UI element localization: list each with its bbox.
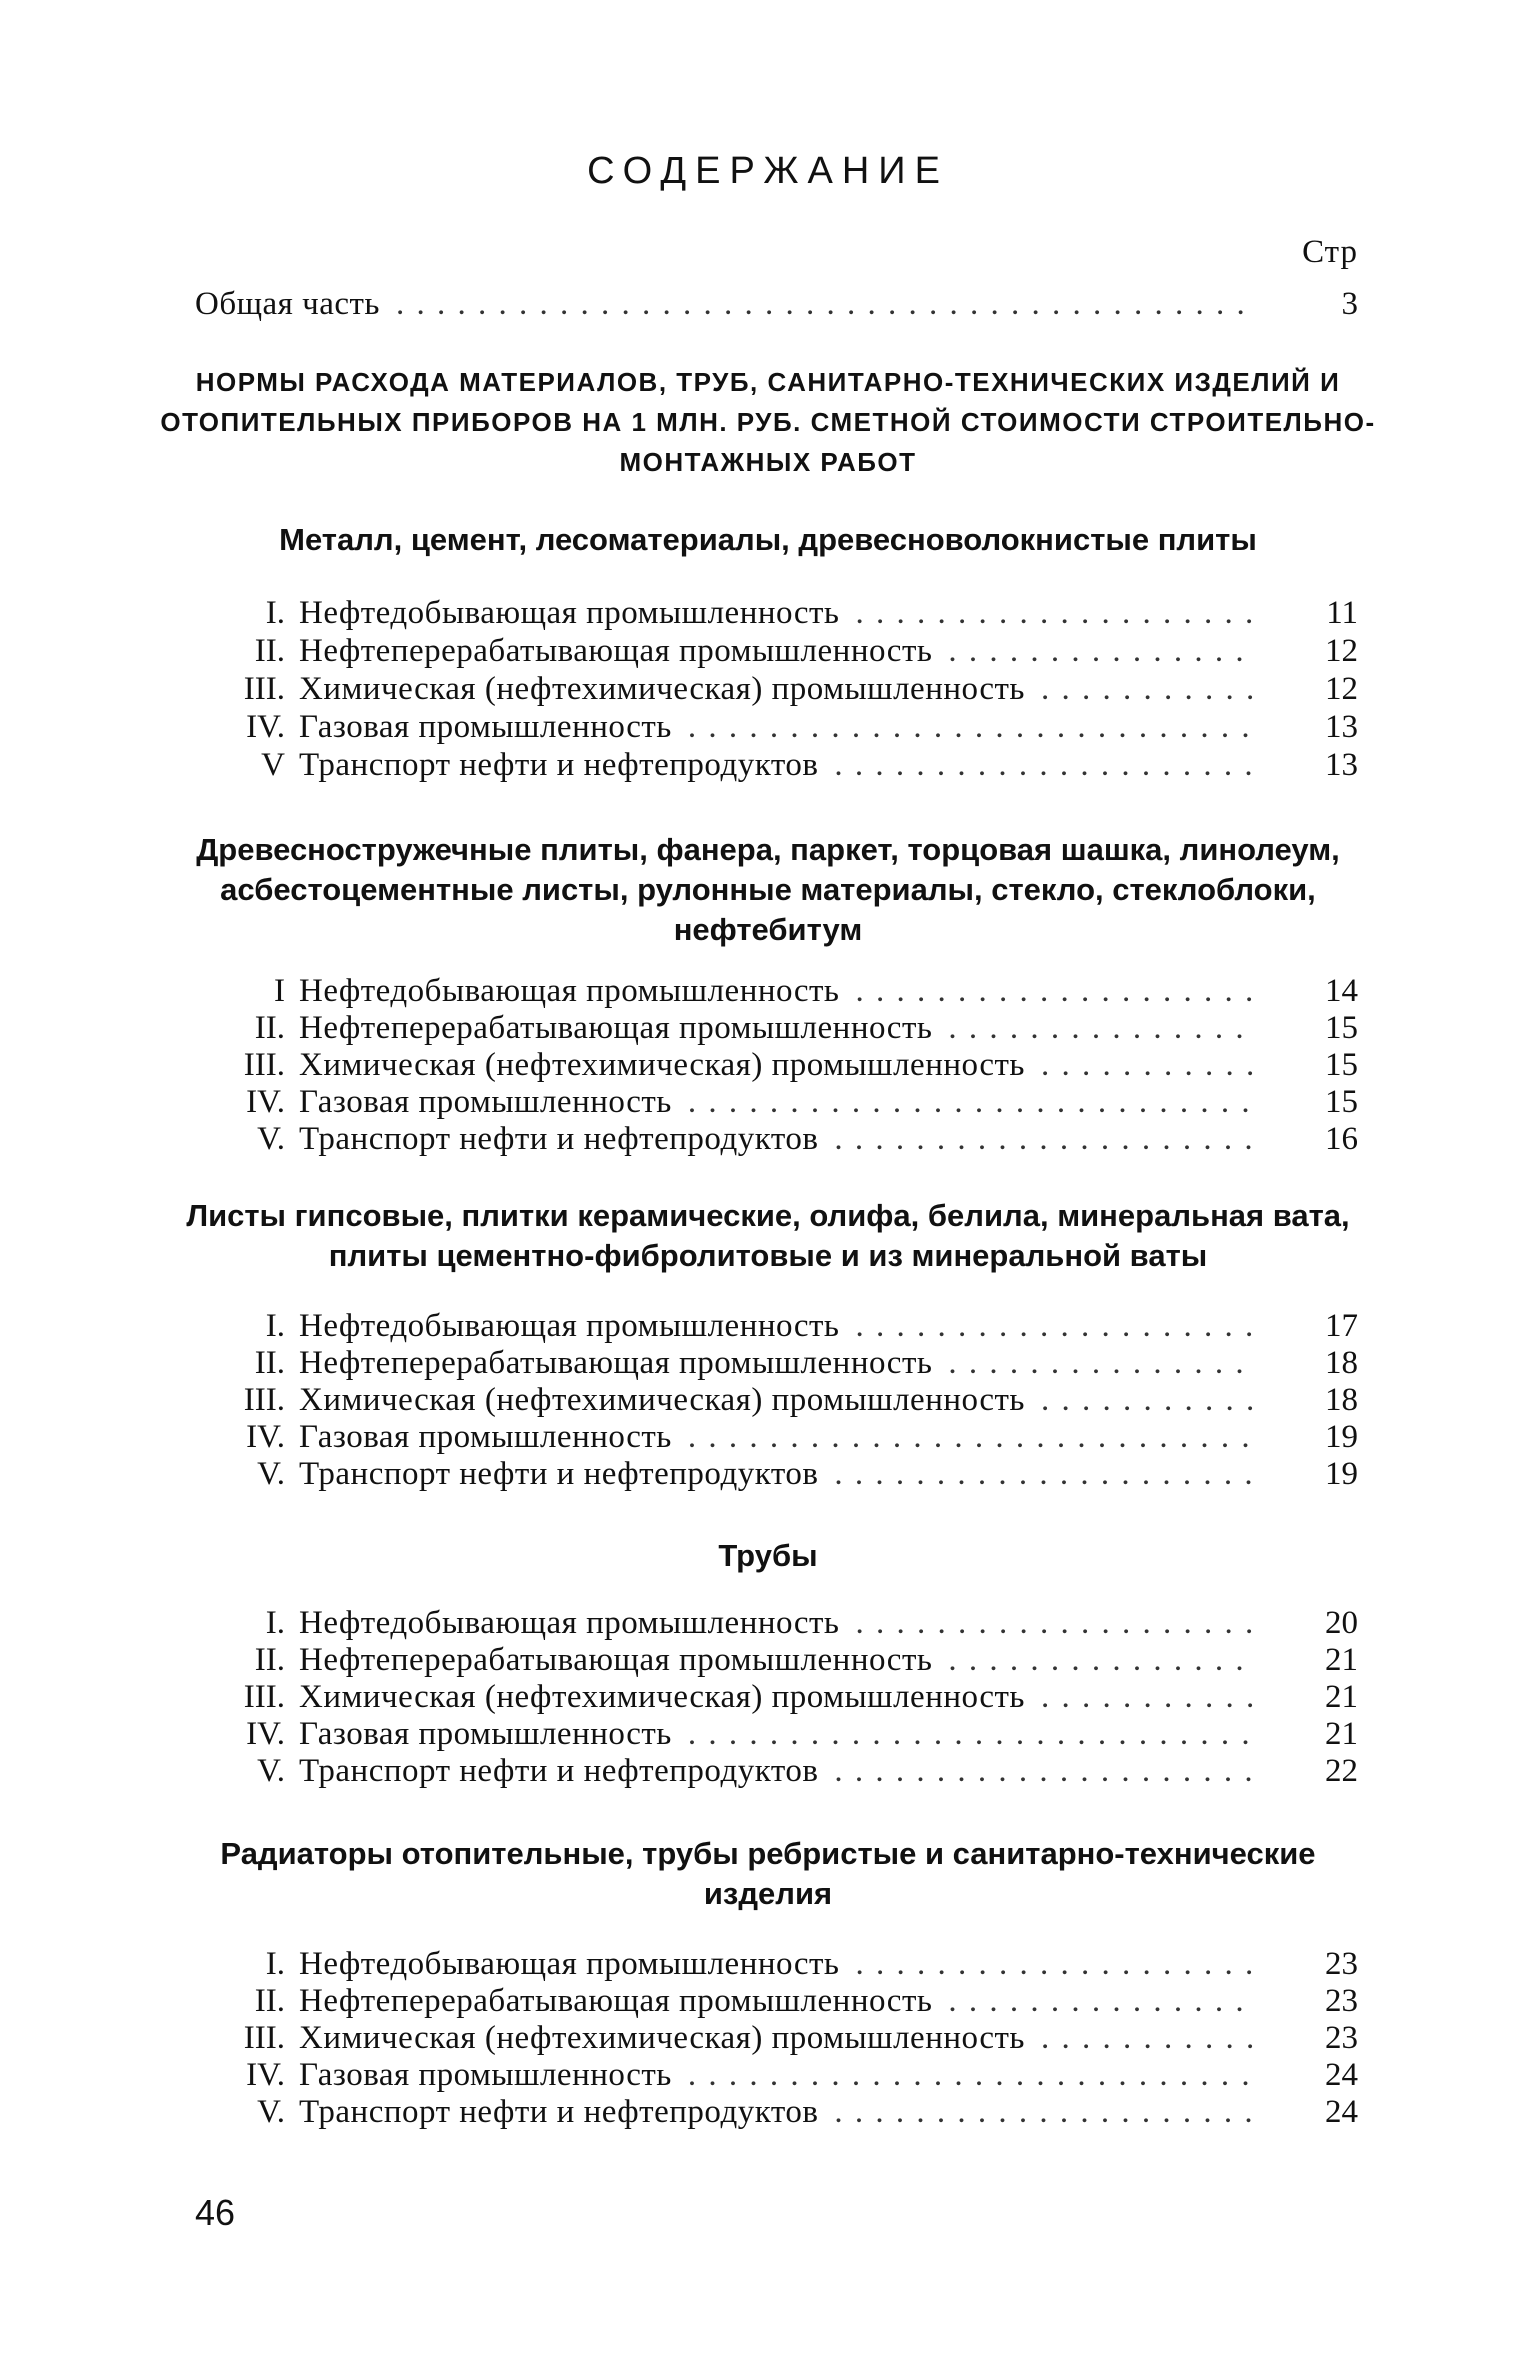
toc-entry-text: Химическая (нефтехимическая) промышленность xyxy=(299,1047,1025,1083)
section-heading: Трубы xyxy=(718,1538,818,1573)
dot-leader xyxy=(1041,2020,1258,2057)
toc-entry-text: Транспорт нефти и нефтепродуктов xyxy=(299,1456,819,1492)
toc-entry xyxy=(195,973,1358,1011)
toc-entry-number: IV. xyxy=(246,1716,285,1752)
toc-entry xyxy=(195,1456,1358,1494)
toc-entry-text: Химическая (нефтехимическая) промышленность xyxy=(299,2020,1025,2056)
toc-entry-page: 23 xyxy=(1325,2020,1358,2056)
toc-entry-number: II. xyxy=(254,1345,285,1381)
dot-leader xyxy=(855,1946,1258,1983)
toc-entry-number: V. xyxy=(257,1121,285,1157)
toc-entry-number: I. xyxy=(265,595,285,631)
dot-leader xyxy=(1041,1679,1258,1716)
toc-entry-page: 11 xyxy=(1326,595,1358,631)
page-title: СОДЕРЖАНИЕ xyxy=(587,150,949,192)
dot-leader xyxy=(688,1716,1258,1753)
toc-entry-number: I xyxy=(274,973,285,1009)
toc-entry-text: Химическая (нефтехимическая) промышленность xyxy=(299,1679,1025,1715)
toc-entry-page: 19 xyxy=(1325,1419,1358,1455)
toc-entry-number: IV. xyxy=(246,1419,285,1455)
toc-entry-text: Химическая (нефтехимическая) промышленность xyxy=(299,671,1025,707)
toc-entry-page: 15 xyxy=(1325,1084,1358,1120)
toc-entry-number: V. xyxy=(257,1753,285,1789)
toc-entry xyxy=(195,1946,1358,1984)
toc-entry-text: Газовая промышленность xyxy=(299,1419,672,1455)
toc-entry-text: Нефтеперерабатывающая промышленность xyxy=(299,633,933,669)
toc-entry-page: 13 xyxy=(1325,709,1358,745)
toc-entry-text: Общая часть xyxy=(195,286,380,322)
toc-entry-text: Газовая промышленность xyxy=(299,1716,672,1752)
toc-entry-page: 3 xyxy=(1341,286,1358,322)
section-heading: Древесностружечные плиты, фанера, паркет, торцовая шашка, линолеум, асбестоцементные листы, рулонные материалы, стекло, стеклоблоки, нефтебитум xyxy=(196,832,1340,947)
toc-entry-text: Газовая промышленность xyxy=(299,1084,672,1120)
toc-entry xyxy=(195,747,1358,785)
toc-entry xyxy=(195,671,1358,709)
dot-leader xyxy=(834,1121,1258,1158)
toc-entry-text: Нефтедобывающая промышленность xyxy=(299,1605,840,1641)
toc-entry-page: 21 xyxy=(1325,1642,1358,1678)
toc-entry-number: III. xyxy=(243,2020,285,2056)
toc-entry-page: 19 xyxy=(1325,1456,1358,1492)
toc-entry-page: 22 xyxy=(1325,1753,1358,1789)
toc-entry-text: Нефтеперерабатывающая промышленность xyxy=(299,1010,933,1046)
dot-leader xyxy=(948,1642,1258,1679)
toc-entry xyxy=(195,2094,1358,2132)
toc-entry-page: 24 xyxy=(1325,2094,1358,2130)
toc-entry xyxy=(195,1419,1358,1457)
toc-entry xyxy=(195,1716,1358,1754)
caps-heading: НОРМЫ РАСХОДА МАТЕРИАЛОВ, ТРУБ, САНИТАРНО-ТЕХНИЧЕСКИХ ИЗДЕЛИЙ И ОТОПИТЕЛЬНЫХ ПРИБОРОВ НА 1 МЛН. РУБ. СМЕТНОЙ СТОИМОСТИ СТРОИТЕЛЬНО-МОНТАЖНЫХ РАБОТ xyxy=(160,367,1376,477)
toc-entry-text: Нефтедобывающая промышленность xyxy=(299,1946,840,1982)
toc-entry-page: 16 xyxy=(1325,1121,1358,1157)
toc-entry-number: IV. xyxy=(246,709,285,745)
toc-entry-number: IV. xyxy=(246,2057,285,2093)
toc-entry-text: Нефтеперерабатывающая промышленность xyxy=(299,1983,933,2019)
toc-entry xyxy=(195,1308,1358,1346)
toc-entry-text: Транспорт нефти и нефтепродуктов xyxy=(299,1753,819,1789)
toc-entry-number: II. xyxy=(254,1010,285,1046)
dot-leader xyxy=(1041,671,1258,708)
toc-entry-text: Химическая (нефтехимическая) промышленность xyxy=(299,1382,1025,1418)
toc-entry xyxy=(195,709,1358,747)
toc-entry-page: 15 xyxy=(1325,1010,1358,1046)
toc-entry-page: 21 xyxy=(1325,1679,1358,1715)
section-heading: Радиаторы отопительные, трубы ребристые и санитарно-технические изделия xyxy=(220,1836,1316,1911)
toc-entry-page: 14 xyxy=(1325,973,1358,1009)
toc-entry-page: 12 xyxy=(1325,671,1358,707)
toc-entry-text: Нефтеперерабатывающая промышленность xyxy=(299,1345,933,1381)
toc-entry-page: 13 xyxy=(1325,747,1358,783)
toc-entry-text: Газовая промышленность xyxy=(299,709,672,745)
dot-leader xyxy=(855,973,1258,1010)
section-heading: Листы гипсовые, плитки керамические, олифа, белила, минеральная вата, плиты цементно-фибролитовые и из минеральной ваты xyxy=(186,1198,1350,1273)
dot-leader xyxy=(688,1419,1258,1456)
section-heading: Металл, цемент, лесоматериалы, древесноволокнистые плиты xyxy=(279,522,1257,557)
toc-entry xyxy=(195,1605,1358,1643)
toc-entry-page: 12 xyxy=(1325,633,1358,669)
toc-entry-page: 21 xyxy=(1325,1716,1358,1752)
toc-entry-page: 17 xyxy=(1325,1308,1358,1344)
dot-leader xyxy=(834,747,1258,784)
toc-entry-number: I. xyxy=(265,1946,285,1982)
toc-entry xyxy=(195,1679,1358,1717)
toc-entry-text: Нефтедобывающая промышленность xyxy=(299,973,840,1009)
toc-entry-page: 15 xyxy=(1325,1047,1358,1083)
toc-entry-page: 20 xyxy=(1325,1605,1358,1641)
toc-entry-number: III. xyxy=(243,1047,285,1083)
toc-entry xyxy=(195,1121,1358,1159)
dot-leader xyxy=(834,1456,1258,1493)
toc-entry xyxy=(195,2020,1358,2058)
toc-entry xyxy=(195,1047,1358,1085)
toc-entry-number: III. xyxy=(243,1382,285,1418)
dot-leader xyxy=(834,2094,1258,2131)
toc-entry xyxy=(195,633,1358,671)
dot-leader xyxy=(688,1084,1258,1121)
toc-entry-text: Транспорт нефти и нефтепродуктов xyxy=(299,2094,819,2130)
toc-entry-general xyxy=(195,286,1358,324)
dot-leader xyxy=(855,1605,1258,1642)
dot-leader xyxy=(1041,1047,1258,1084)
toc-entry-text: Газовая промышленность xyxy=(299,2057,672,2093)
dot-leader xyxy=(948,1345,1258,1382)
toc-entry-text: Нефтеперерабатывающая промышленность xyxy=(299,1642,933,1678)
toc-entry xyxy=(195,1983,1358,2021)
page-number-folio: 46 xyxy=(195,2192,236,2233)
toc-entry-text: Нефтедобывающая промышленность xyxy=(299,1308,840,1344)
toc-entry-number: V xyxy=(261,747,285,783)
toc-entry xyxy=(195,1753,1358,1791)
toc-entry-number: I. xyxy=(265,1308,285,1344)
toc-entry-page: 18 xyxy=(1325,1345,1358,1381)
toc-entry xyxy=(195,1010,1358,1048)
toc-entry xyxy=(195,1084,1358,1122)
page-column-label: Стр xyxy=(1302,234,1358,270)
dot-leader xyxy=(1041,1382,1258,1419)
toc-entry xyxy=(195,1382,1358,1420)
toc-entry-number: V. xyxy=(257,1456,285,1492)
toc-entry-number: II. xyxy=(254,1642,285,1678)
toc-entry-number: III. xyxy=(243,671,285,707)
toc-entry-number: I. xyxy=(265,1605,285,1641)
dot-leader xyxy=(855,1308,1258,1345)
toc-entry-text: Нефтедобывающая промышленность xyxy=(299,595,840,631)
toc-entry-number: V. xyxy=(257,2094,285,2130)
dot-leader xyxy=(396,286,1258,323)
dot-leader xyxy=(948,1983,1258,2020)
dot-leader xyxy=(948,1010,1258,1047)
toc-entry xyxy=(195,595,1358,633)
toc-entry xyxy=(195,1642,1358,1680)
toc-entry-page: 23 xyxy=(1325,1946,1358,1982)
toc-entry xyxy=(195,2057,1358,2095)
toc-entry-text: Транспорт нефти и нефтепродуктов xyxy=(299,1121,819,1157)
dot-leader xyxy=(688,2057,1258,2094)
toc-entry-number: II. xyxy=(254,633,285,669)
toc-entry-number: II. xyxy=(254,1983,285,2019)
dot-leader xyxy=(834,1753,1258,1790)
toc-entry-page: 18 xyxy=(1325,1382,1358,1418)
dot-leader xyxy=(855,595,1258,632)
toc-entry xyxy=(195,1345,1358,1383)
dot-leader xyxy=(948,633,1258,670)
dot-leader xyxy=(688,709,1258,746)
toc-entry-page: 23 xyxy=(1325,1983,1358,2019)
toc-entry-number: III. xyxy=(243,1679,285,1715)
toc-entry-page: 24 xyxy=(1325,2057,1358,2093)
toc-entry-text: Транспорт нефти и нефтепродуктов xyxy=(299,747,819,783)
toc-entry-number: IV. xyxy=(246,1084,285,1120)
